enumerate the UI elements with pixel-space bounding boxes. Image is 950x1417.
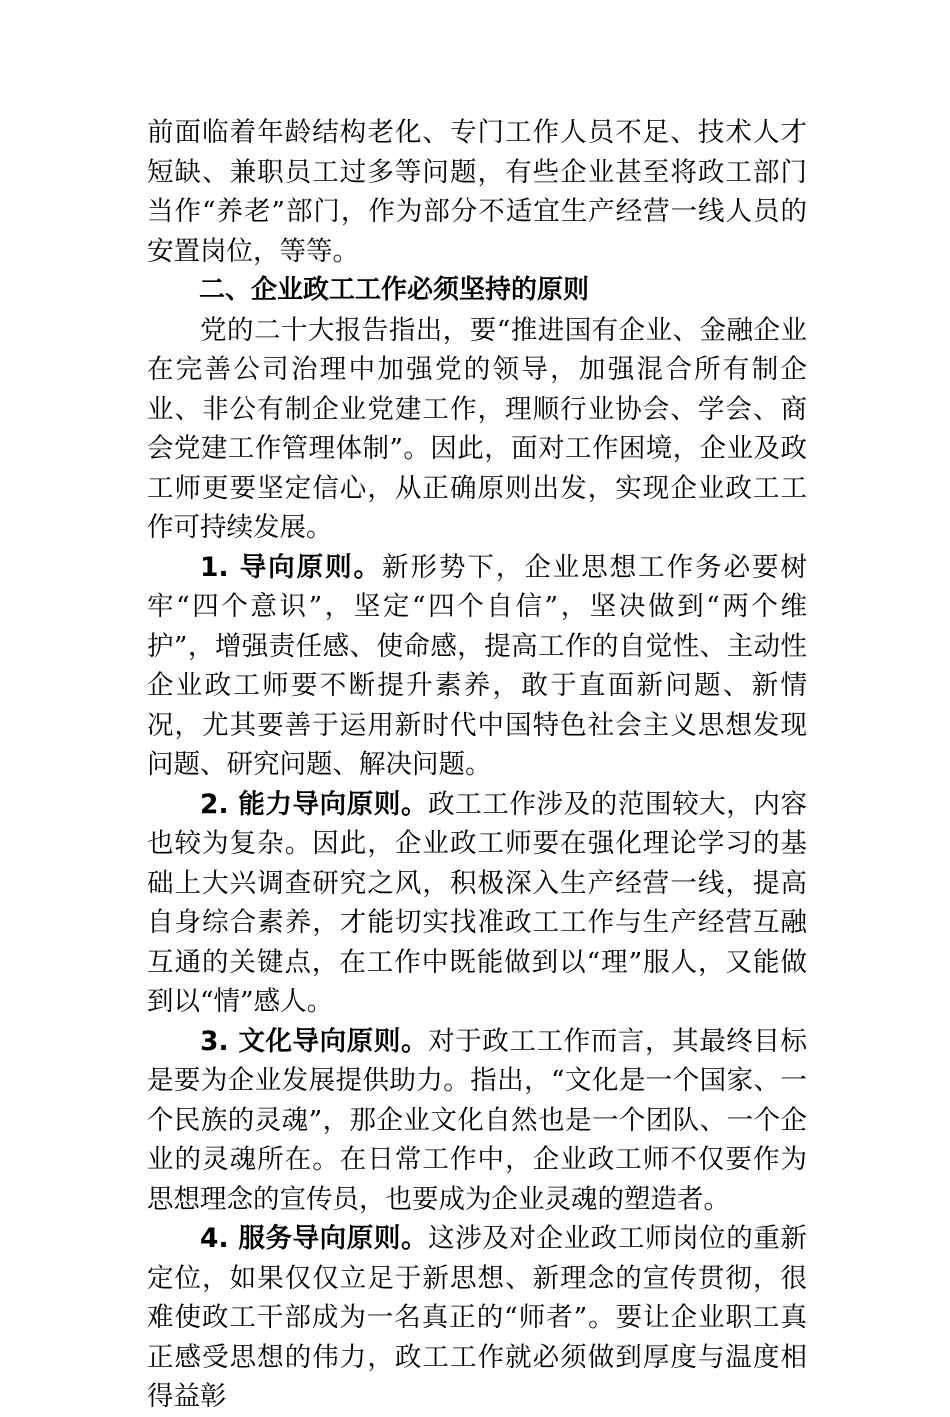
principle-text-4: 这涉及对企业政工师岗位的重新定位，如果仅仅立足于新思想、新理念的宣传贯彻，很难使政工干部成为一名真正的“师者”。要让企业职工真正感受思想的伟力，政工工作就必须做到厚度与温度相得益彰 <box>147 1223 808 1412</box>
principle-paragraph-1 <box>147 548 807 785</box>
principle-text-1: 新形势下，企业思想工作务必要树牢“四个意识”，坚定“四个自信”，坚决做到“两个维护”，增强责任感、使命感，提高工作的自觉性、主动性企业政工师要不断提升素养，敢于直面新问题、新情况，尤其要善于运用新时代中国特色社会主义思想发现问题、研究问题、解决问题。 <box>147 551 808 780</box>
intro-paragraph: 前面临着年龄结构老化、专门工作人员不足、技术人才短缺、兼职员工过多等问题，有些企业甚至将政工部门当作“养老”部门，作为部分不适宜生产经营一线人员的安置岗位，等等。 <box>147 117 807 267</box>
principle-lead-1: 1. 导向原则。 <box>200 551 383 583</box>
section-intro-paragraph: 党的二十大报告指出，要“推进国有企业、金融企业在完善公司治理中加强党的领导，加强混合所有制企业、非公有制企业党建工作，理顺行业协会、学会、商会党建工作管理体制”。因此，面对工作困境，企业及政工师更要坚定信心，从正确原则出发，实现企业政工工作可持续发展。 <box>147 314 807 543</box>
principle-text-3: 对于政工工作而言，其最终目标是要为企业发展提供助力。指出，“文化是一个国家、一个民族的灵魂”，那企业文化自然也是一个团队、一个企业的灵魂所在。在日常工作中，企业政工师不仅要作为思想理念的宣传员，也要成为企业灵魂的塑造者。 <box>147 1025 808 1215</box>
principle-text-2: 政工工作涉及的范围较大，内容也较为复杂。因此，企业政工师要在强化理论学习的基础上大兴调查研究之风，积极深入生产经营一线，提高自身综合素养，才能切实找准政工工作与生产经营互融互通的关键点，在工作中既能做到以“理”服人，又能做到以“情”感人。 <box>147 788 808 1017</box>
principle-lead-4: 4. 服务导向原则。 <box>200 1223 429 1254</box>
principle-paragraph-4 <box>147 1219 807 1417</box>
document-page <box>147 113 807 1417</box>
principle-paragraph-2 <box>147 785 807 1022</box>
section-heading: 二、企业政工工作必须坚持的原则 <box>199 275 590 305</box>
principle-paragraph-3 <box>147 1022 807 1220</box>
principle-lead-3: 3. 文化导向原则。 <box>200 1025 429 1057</box>
principle-lead-2: 2. 能力导向原则。 <box>200 788 429 820</box>
